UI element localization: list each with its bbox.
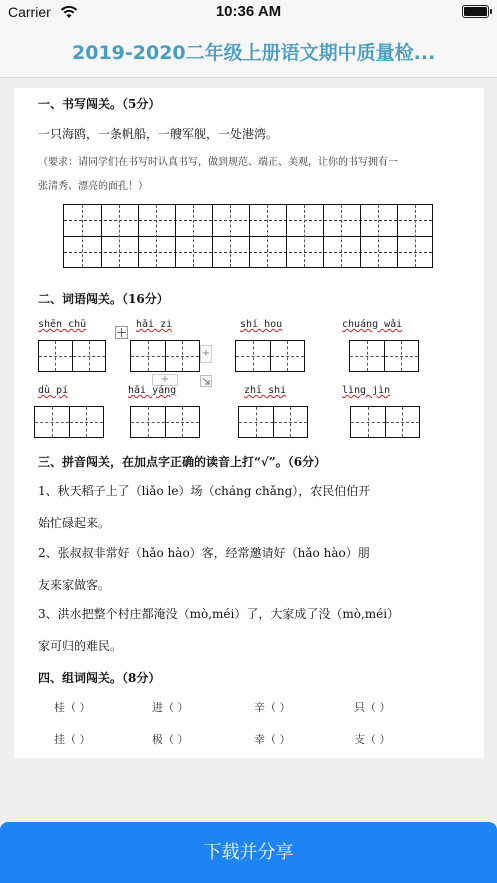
navigation-bar	[0, 24, 497, 78]
answer-box	[238, 406, 308, 438]
answer-box	[235, 340, 305, 372]
answer-box	[130, 406, 200, 438]
question-1-line-2: 始忙碌起来。	[38, 516, 111, 530]
word-item: 桂（ ）	[54, 701, 91, 714]
answer-box	[38, 340, 106, 372]
resize-handle-icon	[200, 375, 212, 387]
answer-box	[349, 340, 419, 372]
writing-grid	[63, 204, 433, 268]
add-row-icon: +	[152, 374, 178, 386]
pinyin-label: chuáng wǎi	[342, 319, 403, 330]
move-handle-icon	[115, 326, 128, 339]
section-1-note-line-2: 张清秀、漂亮的面孔！）	[38, 181, 148, 192]
word-item: 幸（ ）	[254, 733, 291, 746]
question-1-line-1: 1、秋天稻子上了（liǎo le）场（cháng chǎng），农民伯伯开	[38, 484, 371, 498]
battery-icon	[462, 5, 489, 18]
status-time: 10:36 AM	[215, 3, 282, 20]
pinyin-label: lìng jìn	[342, 385, 391, 396]
answer-box	[34, 406, 104, 438]
page-title: 2019-2020二年级上册语文期中质量检...	[72, 42, 436, 64]
add-column-icon: +	[200, 345, 212, 363]
pinyin-label: shí hou	[240, 319, 283, 330]
section-4-title: 四、组词闯关。（8分）	[38, 671, 161, 685]
question-2-line-1: 2、张叔叔非常好（hǎo hào）客，经常邀请好（hǎo hào）朋	[38, 546, 370, 560]
word-item: 挂（ ）	[54, 733, 91, 746]
pinyin-label: hǎi zi	[136, 319, 173, 330]
question-2-line-2: 友来家做客。	[38, 578, 111, 592]
pinyin-label: dù pí	[38, 385, 69, 396]
word-item: 只（ ）	[354, 701, 391, 714]
section-2-title: 二、词语闯关。（16分）	[38, 292, 169, 306]
word-item: 进（ ）	[152, 701, 189, 714]
word-item: 极（ ）	[152, 733, 189, 746]
carrier-label: Carrier	[8, 4, 51, 20]
section-3-title: 三、拼音闯关，在加点字正确的读音上打“√”。（6分）	[38, 455, 327, 469]
word-item: 支（ ）	[354, 733, 391, 746]
question-3-line-1: 3、洪水把整个村庄都淹没（mò,méi）了，大家成了没（mò,méi）	[38, 607, 400, 621]
section-1-title: 一、书写闯关。（5分）	[38, 97, 161, 111]
answer-box	[350, 406, 420, 438]
word-item: 辛（ ）	[254, 701, 291, 714]
section-1-text: 一只海鸥，一条帆船，一艘军舰，一处港湾。	[38, 127, 279, 141]
worksheet-preview[interactable]	[14, 88, 484, 758]
pinyin-label: shēn chū	[38, 319, 87, 330]
section-1-note-line-1: （要求：请同学们在书写时认真书写，做到规范、端正、美观，让你的书写拥有一	[38, 157, 398, 168]
question-3-line-2: 家可归的难民。	[38, 639, 123, 653]
status-bar	[0, 0, 497, 24]
pinyin-label: zhī shi	[244, 385, 287, 396]
answer-box	[130, 340, 200, 372]
download-and-share-button[interactable]: 下载并分享	[0, 822, 497, 883]
pinyin-label: hǎi yáng	[128, 385, 177, 396]
